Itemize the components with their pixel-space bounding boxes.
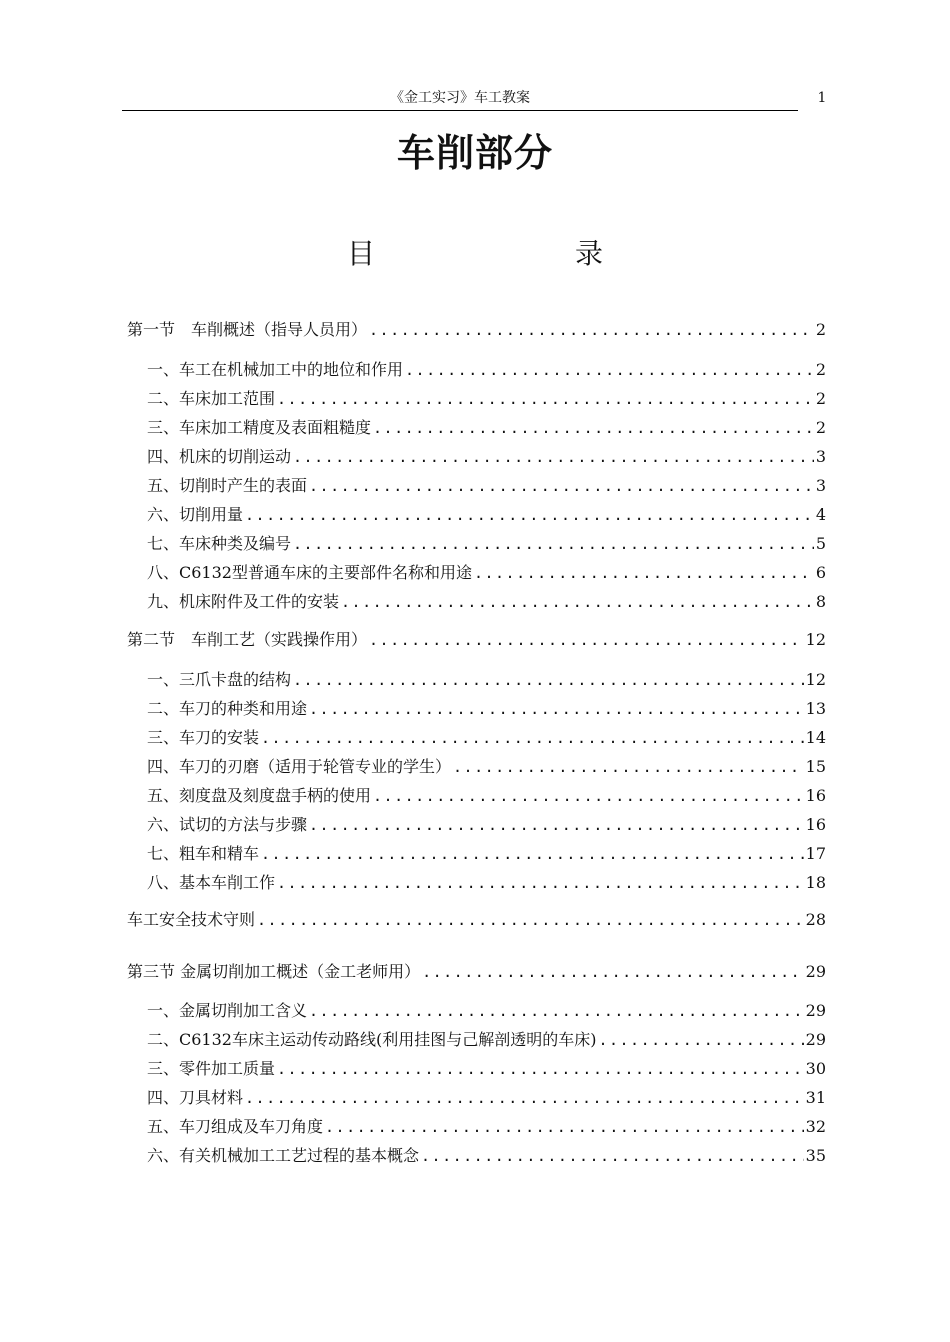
toc-entry-label: 三、车床加工精度及表面粗糙度	[147, 418, 372, 437]
toc-entry-label: 七、车床种类及编号	[147, 534, 292, 553]
toc-dot-leader	[369, 320, 814, 340]
toc-dot-leader	[309, 1001, 804, 1021]
toc-dot-leader	[277, 1059, 804, 1079]
toc-entry-page: 16	[805, 815, 826, 834]
toc-entry[interactable]	[147, 815, 826, 835]
toc-entry[interactable]	[147, 1088, 826, 1108]
toc-entry-page: 29	[805, 1001, 826, 1020]
toc-entry[interactable]	[147, 699, 826, 719]
running-header-page-number: 1	[817, 90, 827, 106]
toc-dot-leader	[421, 1146, 804, 1166]
toc-dot-leader	[293, 447, 814, 467]
toc-entry[interactable]	[127, 320, 826, 340]
toc-entry[interactable]	[147, 844, 826, 864]
toc-entry-page: 8	[815, 592, 826, 611]
toc-entry-page: 29	[805, 1030, 826, 1049]
toc-dot-leader	[598, 1030, 803, 1050]
toc-entry-label: 八、基本车削工作	[147, 873, 276, 892]
toc-entry[interactable]	[147, 1001, 826, 1021]
toc-dot-leader	[245, 1088, 804, 1108]
main-title: 车削部分	[396, 131, 553, 175]
toc-dot-leader	[453, 757, 804, 777]
toc-entry-label: 第一节 车削概述（指导人员用）	[127, 320, 368, 339]
toc-entry[interactable]	[147, 563, 826, 583]
toc-dot-leader	[293, 670, 804, 690]
toc-entry[interactable]	[147, 447, 826, 467]
toc-entry-label: 二、车刀的种类和用途	[147, 699, 308, 718]
toc-entry-page: 12	[805, 670, 826, 689]
toc-dot-leader	[373, 418, 814, 438]
toc-entry-label: 七、粗车和精车	[147, 844, 260, 863]
toc-entry-label: 二、车床加工范围	[147, 389, 276, 408]
toc-dot-leader	[373, 786, 804, 806]
toc-dot-leader	[325, 1117, 804, 1137]
toc-entry-label: 五、切削时产生的表面	[147, 476, 308, 495]
toc-entry[interactable]	[127, 962, 826, 982]
toc-entry-page: 28	[805, 910, 826, 929]
toc-dot-leader	[369, 630, 804, 650]
toc-entry-page: 17	[805, 844, 826, 863]
toc-dot-leader	[261, 728, 804, 748]
toc-heading: 目 录	[346, 237, 689, 270]
toc-entry-page: 2	[815, 389, 826, 408]
toc-entry-page: 30	[805, 1059, 826, 1078]
toc-dot-leader	[309, 699, 804, 719]
toc-dot-leader	[422, 962, 804, 982]
toc-entry[interactable]	[147, 757, 826, 777]
toc-entry-label: 六、有关机械加工工艺过程的基本概念	[147, 1146, 420, 1165]
toc-dot-leader	[405, 360, 814, 380]
toc-entry[interactable]	[147, 360, 826, 380]
toc-dot-leader	[277, 873, 804, 893]
toc-entry-label: 第三节 金属切削加工概述（金工老师用）	[127, 962, 421, 981]
toc-dot-leader	[474, 563, 814, 583]
toc-entry[interactable]	[147, 670, 826, 690]
toc-entry-label: 八、C6132型普通车床的主要部件名称和用途	[147, 563, 472, 582]
toc-entry[interactable]	[147, 1059, 826, 1079]
toc-entry[interactable]	[127, 910, 826, 930]
toc-entry[interactable]	[147, 389, 826, 409]
toc-entry-label: 五、车刀组成及车刀角度	[147, 1117, 324, 1136]
toc-entry-label: 六、切削用量	[147, 505, 244, 524]
toc-entry-page: 5	[815, 534, 826, 553]
toc-entry[interactable]	[147, 418, 826, 438]
toc-entry[interactable]	[147, 534, 826, 554]
toc-entry-label: 一、车工在机械加工中的地位和作用	[147, 360, 404, 379]
toc-entry[interactable]	[127, 630, 826, 650]
toc-entry-page: 3	[815, 476, 826, 495]
toc-entry-label: 第二节 车削工艺（实践操作用）	[127, 630, 368, 649]
toc-entry-label: 四、刀具材料	[147, 1088, 244, 1107]
toc-entry-label: 四、机床的切削运动	[147, 447, 292, 466]
toc-entry-label: 四、车刀的刃磨（适用于轮管专业的学生）	[147, 757, 452, 776]
toc-entry-label: 六、试切的方法与步骤	[147, 815, 308, 834]
toc-entry[interactable]	[147, 476, 826, 496]
toc-entry[interactable]	[147, 1117, 826, 1137]
toc-entry-page: 31	[805, 1088, 826, 1107]
toc-entry-page: 15	[805, 757, 826, 776]
toc-entry-page: 35	[805, 1146, 826, 1165]
toc-entry-label: 五、刻度盘及刻度盘手柄的使用	[147, 786, 372, 805]
toc-entry-label: 一、金属切削加工含义	[147, 1001, 308, 1020]
toc-entry-page: 18	[805, 873, 826, 892]
toc-entry-page: 6	[815, 563, 826, 582]
toc-dot-leader	[309, 476, 814, 496]
toc-entry[interactable]	[147, 1146, 826, 1166]
toc-entry-label: 三、车刀的安装	[147, 728, 260, 747]
header-rule	[122, 110, 798, 111]
toc-dot-leader	[261, 844, 804, 864]
running-header-title: 《金工实习》车工教案	[390, 90, 530, 106]
toc-entry[interactable]	[147, 1030, 826, 1050]
toc-entry[interactable]	[147, 786, 826, 806]
toc-entry[interactable]	[147, 505, 826, 525]
toc-entry-page: 29	[805, 962, 826, 981]
toc-entry-page: 2	[815, 320, 826, 339]
toc-dot-leader	[245, 505, 814, 525]
toc-entry-page: 2	[815, 360, 826, 379]
toc-entry-label: 车工安全技术守则	[127, 910, 256, 929]
toc-dot-leader	[257, 910, 804, 930]
toc-entry[interactable]	[147, 592, 826, 612]
toc-entry-label: 三、零件加工质量	[147, 1059, 276, 1078]
toc-entry-label: 一、三爪卡盘的结构	[147, 670, 292, 689]
toc-entry-page: 3	[815, 447, 826, 466]
toc-entry-page: 2	[815, 418, 826, 437]
toc-dot-leader	[277, 389, 814, 409]
toc-entry-page: 12	[805, 630, 826, 649]
toc-entry-label: 二、C6132车床主运动传动路线(利用挂图与己解剖透明的车床)	[147, 1030, 597, 1049]
toc-dot-leader	[341, 592, 814, 612]
toc-entry-page: 32	[805, 1117, 826, 1136]
toc-entry-page: 16	[805, 786, 826, 805]
toc-dot-leader	[309, 815, 804, 835]
toc-entry-label: 九、机床附件及工件的安装	[147, 592, 340, 611]
toc-entry[interactable]	[147, 728, 826, 748]
toc-entry-page: 4	[815, 505, 826, 524]
toc-entry[interactable]	[147, 873, 826, 893]
toc-entry-page: 13	[805, 699, 826, 718]
toc-dot-leader	[293, 534, 814, 554]
toc-entry-page: 14	[805, 728, 826, 747]
